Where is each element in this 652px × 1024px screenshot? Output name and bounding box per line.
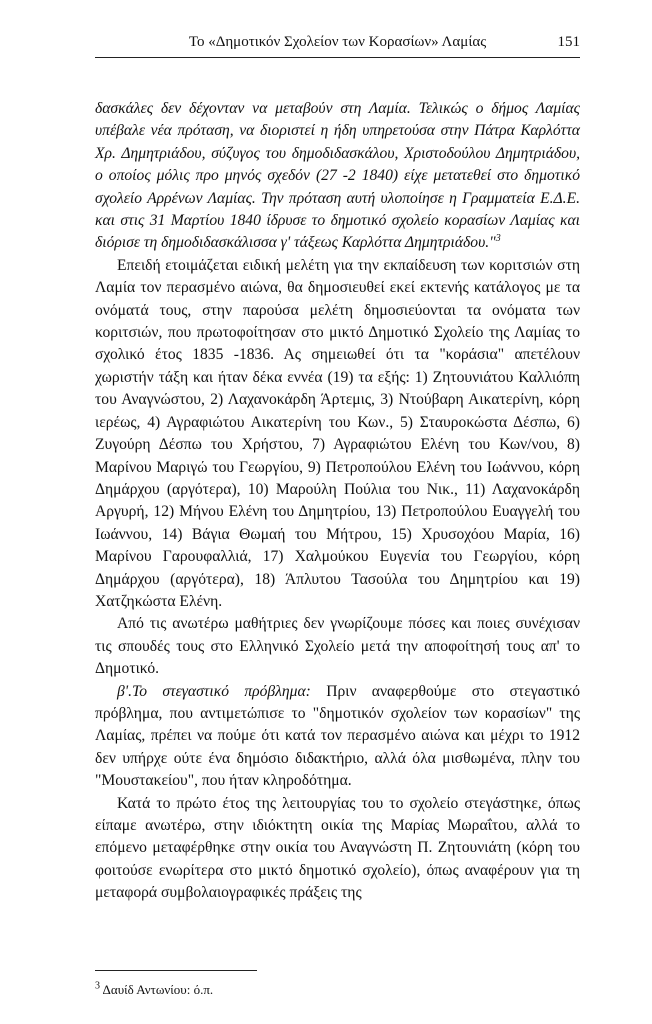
paragraph: Κατά το πρώτο έτος της λειτουργίας του το σχολείο στεγάστηκε, όπως είπαμε ανωτέρω, στην ιδιόκτητη οικία της Μαρίας Μωραΐτου, αλλά το επόμενο μεταφέρθηκε στην οικία του Αναγνώστη Π. Ζητουνιάτη (κόρη του φοιτούσε ενωρίτερα στο μικτό δημοτικό σχολείο), όπως αναφέρουν για τη μεταφορά συμβολαιογραφικές πράξεις της [95,794,580,902]
paragraph: Από τις ανωτέρω μαθήτριες δεν γνωρίζουμε πόσες και ποιες συνέχισαν τις σπουδές τους στο Ελληνικό Σχολείο μετά την αποφοίτησή τους απ' το Δημοτικό. [95,615,580,678]
quote-text: δασκάλες δεν δέχονταν να μεταβούν στη Λαμία. Τελικώς ο δήμος Λαμίας υπέβαλε νέα πρόταση, να διοριστεί η ήδη υπηρετούσα στην Πάτρα Καρλόττα Χρ. Δημητριάδου, σύζυγος του δημοδιδασκάλου, Χριστοδούλου Δημητριάδου, ο οποίος μόλις προ μηνός σχεδόν (27 -2 1840) είχε μετατεθεί στο δημοτικό σχολείο Αρρένων Λαμίας. Την πρόταση αυτή υλοποίησε η Γραμματεία Ε.Δ.Ε. και στις 31 Μαρτίου 1840 ίδρυσε το δημοτικό σχολείο κορασίων Λαμίας και διόρισε τη δημοδιδασκάλισσα γ' τάξεως Καρλόττα Δημητριάδου." [95,100,580,252]
body-text [95,98,580,905]
footnote-rule [95,970,257,971]
quoted-passage [95,98,580,255]
footnote [95,982,213,998]
footnote-mark: 3 [95,980,100,992]
paragraph [95,681,580,793]
paragraph-text: Πριν αναφερθούμε στο στεγαστικό πρόβλημα, που αντιμετώπισε το "δημοτικόν σχολείον των κορασίων" της Λαμίας, πρέπει να πούμε ότι κατά τον περασμένο αιώνα και μέχρι το 1912 δεν υπήρχε ούτε ένα δημόσιο διδακτήριο, αλλά όλα μισθωμένα, πλην του "Μουστακείου", που ήταν κληροδότημα. [95,682,580,790]
footnote-reference: 3 [495,233,501,245]
page-number: 151 [557,34,580,50]
running-title: Το «Δημοτικόν Σχολείον των Κορασίων» Λαμίας [188,34,487,50]
section-heading: β'.Το στεγαστικό πρόβλημα: [117,682,311,700]
footnote-text: Δαυίδ Αντωνίου: ό.π. [102,982,214,997]
paragraph: Επειδή ετοιμάζεται ειδική μελέτη για την εκπαίδευση των κοριτσιών στη Λαμία τον περασμένο αιώνα, θα δημοσιευθεί εκεί εκτενής κατάλογος με τα ονόματά τους, στην παρούσα μελέτη δημοσιεύονται τα ονόματα των κοριτσιών, που πρωτοφοίτησαν στο μικτό Δημοτικό Σχολείο της Λαμίας το σχολικό έτος 1835 -1836. Ας σημειωθεί ότι τα "κοράσια" απετέλουν χωριστήν τάξη και ήταν δέκα εννέα (19) τα εξής: 1) Ζητουνιάτου Καλλιόπη του Αναγνώστου, 2) Λαχανοκάρδη Άρτεμις, 3) Ντούβαρη Αικατερίνη, κόρη ιερέως, 4) Αγραφιώτου Αικατερίνη του Κων., 5) Σταυροκώστα Δέσπω, 6) Ζυγούρη Δέσπω του Χρήστου, 7) Αγραφιώτου Ελένη του Κων/νου, 8) Μαρίνου Μαριγώ του Γεωργίου, 9) Πετροπούλου Ελένη του Ιωάννου, κόρη Δημάρχου (αργότερα), 10) Μαρούλη Πούλια του Νικ., 11) Λαχανοκάρδη Αργυρή, 12) Μήνου Ελένη του Δημητρίου, 13) Πετροπούλου Ευαγγελή του Ιωάννου, 14) Βάγια Θωμαή του Μήτρου, 15) Χρυσοχόου Μαρία, 16) Μαρίνου Γαρουφαλλιά, 17) Χαλμούκου Ευγενία του Γεωργίου, κόρη Δημάρχου (αργότερα), 18) Άπλυτου Τασούλα του Δημητρίου και 19) Χατζηκώστα Ελένη. [95,256,580,610]
header-rule [95,57,580,58]
